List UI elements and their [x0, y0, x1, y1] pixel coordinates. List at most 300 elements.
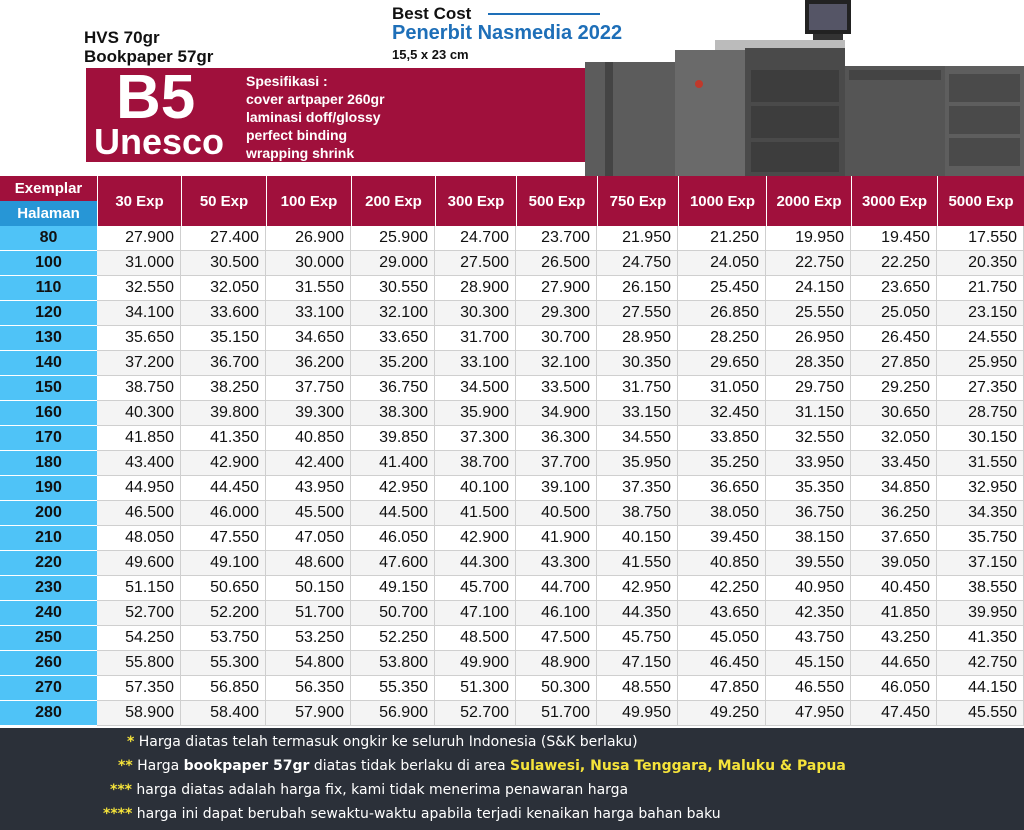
price-cell: 30.350 [597, 351, 678, 376]
column-header: 200 Exp [351, 176, 435, 226]
price-cell: 34.350 [937, 501, 1024, 526]
price-cell: 41.850 [851, 601, 937, 626]
price-cell: 39.950 [937, 601, 1024, 626]
price-cell: 43.250 [851, 626, 937, 651]
price-cell: 51.150 [97, 576, 181, 601]
price-cell: 45.150 [766, 651, 851, 676]
price-cell: 23.150 [937, 301, 1024, 326]
price-cell: 33.600 [181, 301, 266, 326]
table-row [0, 626, 1024, 651]
row-label-pages: 210 [0, 526, 97, 551]
price-cell: 36.750 [766, 501, 851, 526]
price-cell: 30.650 [851, 401, 937, 426]
price-cell: 40.450 [851, 576, 937, 601]
row-label-pages: 230 [0, 576, 97, 601]
price-cell: 42.900 [435, 526, 516, 551]
table-row [0, 651, 1024, 676]
price-cell: 44.650 [851, 651, 937, 676]
price-cell: 37.700 [516, 451, 597, 476]
price-cell: 31.050 [678, 376, 766, 401]
price-cell: 30.150 [937, 426, 1024, 451]
price-cell: 35.150 [181, 326, 266, 351]
price-cell: 41.400 [351, 451, 435, 476]
row-label-pages: 170 [0, 426, 97, 451]
price-cell: 29.250 [851, 376, 937, 401]
price-cell: 25.450 [678, 276, 766, 301]
price-cell: 46.550 [766, 676, 851, 701]
price-cell: 24.550 [937, 326, 1024, 351]
paper-spec [84, 28, 213, 66]
price-cell: 47.600 [351, 551, 435, 576]
price-cell: 46.050 [351, 526, 435, 551]
price-cell: 37.350 [597, 476, 678, 501]
price-cell: 30.500 [181, 251, 266, 276]
price-table [0, 176, 1024, 726]
price-cell: 26.500 [516, 251, 597, 276]
price-cell: 17.550 [937, 226, 1024, 251]
price-cell: 26.450 [851, 326, 937, 351]
price-cell: 27.850 [851, 351, 937, 376]
table-row [0, 701, 1024, 726]
table-row [0, 326, 1024, 351]
price-cell: 50.300 [516, 676, 597, 701]
price-cell: 45.700 [435, 576, 516, 601]
price-cell: 56.350 [266, 676, 351, 701]
price-cell: 58.900 [97, 701, 181, 726]
price-cell: 47.500 [516, 626, 597, 651]
price-cell: 43.750 [766, 626, 851, 651]
price-cell: 38.050 [678, 501, 766, 526]
price-cell: 47.050 [266, 526, 351, 551]
price-cell: 30.300 [435, 301, 516, 326]
price-cell: 35.350 [766, 476, 851, 501]
price-cell: 32.950 [937, 476, 1024, 501]
table-row [0, 526, 1024, 551]
price-cell: 26.850 [678, 301, 766, 326]
price-cell: 31.550 [937, 451, 1024, 476]
table-header-row [0, 176, 1024, 226]
price-cell: 38.250 [181, 376, 266, 401]
price-cell: 31.150 [766, 401, 851, 426]
table-row [0, 451, 1024, 476]
price-cell: 46.050 [851, 676, 937, 701]
column-header: 750 Exp [597, 176, 678, 226]
price-cell: 43.650 [678, 601, 766, 626]
price-cell: 34.550 [597, 426, 678, 451]
row-label-pages: 260 [0, 651, 97, 676]
price-cell: 33.100 [435, 351, 516, 376]
footnote-2 [118, 758, 846, 774]
price-cell: 47.100 [435, 601, 516, 626]
price-cell: 43.400 [97, 451, 181, 476]
price-cell: 23.650 [851, 276, 937, 301]
price-cell: 48.550 [597, 676, 678, 701]
price-cell: 53.750 [181, 626, 266, 651]
footnote-text: harga ini dapat berubah sewaktu-waktu apabila terjadi kenaikan harga bahan baku [132, 806, 721, 822]
price-cell: 39.550 [766, 551, 851, 576]
table-row [0, 551, 1024, 576]
price-cell: 44.150 [937, 676, 1024, 701]
price-cell: 47.150 [597, 651, 678, 676]
price-cell: 51.300 [435, 676, 516, 701]
price-cell: 40.100 [435, 476, 516, 501]
corner-halaman: Halaman [0, 201, 97, 226]
price-cell: 52.250 [351, 626, 435, 651]
price-cell: 39.050 [851, 551, 937, 576]
footnote-stars: *** [110, 782, 132, 798]
price-cell: 46.100 [516, 601, 597, 626]
footnote-stars: **** [103, 806, 133, 822]
price-cell: 24.700 [435, 226, 516, 251]
price-cell: 39.100 [516, 476, 597, 501]
price-cell: 56.850 [181, 676, 266, 701]
price-cell: 50.700 [351, 601, 435, 626]
price-cell: 39.450 [678, 526, 766, 551]
price-cell: 40.500 [516, 501, 597, 526]
price-cell: 25.950 [937, 351, 1024, 376]
price-cell: 21.950 [597, 226, 678, 251]
price-cell: 29.300 [516, 301, 597, 326]
spec-item: perfect binding [246, 127, 348, 143]
best-cost-label: Best Cost [392, 4, 472, 23]
footnote-3 [110, 782, 628, 798]
price-cell: 33.150 [597, 401, 678, 426]
corner-exemplar: Exemplar [0, 176, 97, 201]
price-cell: 24.750 [597, 251, 678, 276]
price-cell: 35.750 [937, 526, 1024, 551]
row-label-pages: 200 [0, 501, 97, 526]
price-cell: 29.650 [678, 351, 766, 376]
price-cell: 40.950 [766, 576, 851, 601]
price-cell: 32.050 [851, 426, 937, 451]
footnote-text: diatas tidak berlaku di area [309, 758, 511, 774]
price-cell: 51.700 [516, 701, 597, 726]
variant-title: Unesco [94, 121, 225, 162]
price-cell: 40.150 [597, 526, 678, 551]
price-cell: 52.700 [97, 601, 181, 626]
price-cell: 40.300 [97, 401, 181, 426]
column-header: 30 Exp [97, 176, 181, 226]
price-cell: 30.700 [516, 326, 597, 351]
printer-illustration-icon [565, 0, 1024, 176]
price-cell: 36.300 [516, 426, 597, 451]
row-label-pages: 100 [0, 251, 97, 276]
price-cell: 45.550 [937, 701, 1024, 726]
price-cell: 35.200 [351, 351, 435, 376]
price-cell: 32.550 [97, 276, 181, 301]
price-cell: 45.050 [678, 626, 766, 651]
price-cell: 31.750 [597, 376, 678, 401]
price-cell: 35.950 [597, 451, 678, 476]
price-cell: 50.150 [266, 576, 351, 601]
price-cell: 54.800 [266, 651, 351, 676]
spec-heading: Spesifikasi : [246, 73, 328, 89]
price-cell: 53.250 [266, 626, 351, 651]
price-cell: 42.250 [678, 576, 766, 601]
price-cell: 47.850 [678, 676, 766, 701]
price-cell: 21.750 [937, 276, 1024, 301]
spec-item: laminasi doff/glossy [246, 109, 381, 125]
price-cell: 58.400 [181, 701, 266, 726]
price-cell: 48.050 [97, 526, 181, 551]
price-cell: 49.250 [678, 701, 766, 726]
price-cell: 30.000 [266, 251, 351, 276]
price-cell: 25.050 [851, 301, 937, 326]
price-cell: 37.750 [266, 376, 351, 401]
price-cell: 38.750 [597, 501, 678, 526]
price-cell: 24.050 [678, 251, 766, 276]
row-label-pages: 240 [0, 601, 97, 626]
price-cell: 55.800 [97, 651, 181, 676]
price-cell: 44.450 [181, 476, 266, 501]
column-header: 2000 Exp [766, 176, 851, 226]
format-title: B5 [116, 63, 196, 132]
row-label-pages: 250 [0, 626, 97, 651]
book-size: 15,5 x 23 cm [392, 47, 469, 62]
price-cell: 52.700 [435, 701, 516, 726]
spec-item: wrapping shrink [246, 145, 355, 161]
row-label-pages: 150 [0, 376, 97, 401]
price-cell: 24.150 [766, 276, 851, 301]
price-cell: 40.850 [678, 551, 766, 576]
price-cell: 49.150 [351, 576, 435, 601]
price-cell: 34.500 [435, 376, 516, 401]
table-row [0, 426, 1024, 451]
price-cell: 36.200 [266, 351, 351, 376]
price-cell: 33.450 [851, 451, 937, 476]
price-cell: 27.400 [181, 226, 266, 251]
price-cell: 35.250 [678, 451, 766, 476]
table-row [0, 401, 1024, 426]
price-cell: 55.300 [181, 651, 266, 676]
price-cell: 43.300 [516, 551, 597, 576]
price-cell: 47.450 [851, 701, 937, 726]
price-cell: 52.200 [181, 601, 266, 626]
price-cell: 33.100 [266, 301, 351, 326]
row-label-pages: 110 [0, 276, 97, 301]
table-row [0, 576, 1024, 601]
price-cell: 38.750 [97, 376, 181, 401]
paper-line-hvs: HVS 70gr [84, 28, 160, 47]
column-header: 5000 Exp [937, 176, 1024, 226]
price-cell: 38.550 [937, 576, 1024, 601]
price-cell: 35.650 [97, 326, 181, 351]
price-cell: 21.250 [678, 226, 766, 251]
price-cell: 37.200 [97, 351, 181, 376]
price-cell: 33.650 [351, 326, 435, 351]
row-label-pages: 160 [0, 401, 97, 426]
price-cell: 45.500 [266, 501, 351, 526]
price-cell: 27.900 [516, 276, 597, 301]
price-cell: 38.150 [766, 526, 851, 551]
price-cell: 26.900 [266, 226, 351, 251]
price-cell: 48.900 [516, 651, 597, 676]
price-cell: 29.750 [766, 376, 851, 401]
price-cell: 33.950 [766, 451, 851, 476]
price-cell: 32.100 [351, 301, 435, 326]
price-cell: 36.700 [181, 351, 266, 376]
price-cell: 41.900 [516, 526, 597, 551]
price-cell: 44.950 [97, 476, 181, 501]
column-header: 50 Exp [181, 176, 266, 226]
price-cell: 34.850 [851, 476, 937, 501]
price-cell: 31.700 [435, 326, 516, 351]
footnote-stars: * [127, 734, 135, 750]
column-header: 500 Exp [516, 176, 597, 226]
price-cell: 41.350 [181, 426, 266, 451]
table-row [0, 676, 1024, 701]
header [0, 0, 1024, 176]
price-cell: 28.950 [597, 326, 678, 351]
price-cell: 50.650 [181, 576, 266, 601]
price-cell: 34.900 [516, 401, 597, 426]
price-cell: 42.950 [597, 576, 678, 601]
price-cell: 22.250 [851, 251, 937, 276]
table-row [0, 501, 1024, 526]
table-row [0, 476, 1024, 501]
price-cell: 35.900 [435, 401, 516, 426]
price-cell: 36.250 [851, 501, 937, 526]
price-cell: 28.250 [678, 326, 766, 351]
row-label-pages: 180 [0, 451, 97, 476]
publisher-title: Penerbit Nasmedia 2022 [392, 22, 623, 44]
price-cell: 28.900 [435, 276, 516, 301]
table-row [0, 226, 1024, 251]
price-cell: 42.900 [181, 451, 266, 476]
price-cell: 47.550 [181, 526, 266, 551]
price-cell: 20.350 [937, 251, 1024, 276]
paper-line-bookpaper: Bookpaper 57gr [84, 47, 214, 66]
table-row [0, 351, 1024, 376]
table-row [0, 301, 1024, 326]
price-cell: 25.550 [766, 301, 851, 326]
spec-list [246, 72, 385, 162]
table-row [0, 251, 1024, 276]
column-header: 300 Exp [435, 176, 516, 226]
price-cell: 30.550 [351, 276, 435, 301]
footnote-4 [103, 806, 721, 822]
price-cell: 45.750 [597, 626, 678, 651]
price-cell: 49.900 [435, 651, 516, 676]
price-cell: 49.600 [97, 551, 181, 576]
price-cell: 38.300 [351, 401, 435, 426]
row-label-pages: 140 [0, 351, 97, 376]
row-label-pages: 280 [0, 701, 97, 726]
price-cell: 37.300 [435, 426, 516, 451]
row-label-pages: 130 [0, 326, 97, 351]
column-header: 1000 Exp [678, 176, 766, 226]
price-cell: 39.800 [181, 401, 266, 426]
price-cell: 33.850 [678, 426, 766, 451]
price-cell: 46.000 [181, 501, 266, 526]
footnote-highlight: Sulawesi, Nusa Tenggara, Maluku & Papua [510, 758, 846, 774]
price-cell: 48.600 [266, 551, 351, 576]
column-header: 100 Exp [266, 176, 351, 226]
price-cell: 27.350 [937, 376, 1024, 401]
price-cell: 29.000 [351, 251, 435, 276]
table-corner [0, 176, 97, 226]
price-cell: 23.700 [516, 226, 597, 251]
price-cell: 43.950 [266, 476, 351, 501]
price-cell: 49.950 [597, 701, 678, 726]
price-cell: 26.150 [597, 276, 678, 301]
price-cell: 44.300 [435, 551, 516, 576]
price-cell: 51.700 [266, 601, 351, 626]
price-cell: 47.950 [766, 701, 851, 726]
price-cell: 37.650 [851, 526, 937, 551]
price-cell: 40.850 [266, 426, 351, 451]
row-label-pages: 270 [0, 676, 97, 701]
footnote-text: Harga [132, 758, 184, 774]
price-cell: 42.950 [351, 476, 435, 501]
price-cell: 34.650 [266, 326, 351, 351]
price-cell: 48.500 [435, 626, 516, 651]
price-cell: 44.700 [516, 576, 597, 601]
price-cell: 41.850 [97, 426, 181, 451]
price-cell: 41.500 [435, 501, 516, 526]
price-cell: 36.650 [678, 476, 766, 501]
price-cell: 42.400 [266, 451, 351, 476]
row-label-pages: 190 [0, 476, 97, 501]
price-cell: 27.500 [435, 251, 516, 276]
price-cell: 32.100 [516, 351, 597, 376]
price-cell: 56.900 [351, 701, 435, 726]
price-cell: 36.750 [351, 376, 435, 401]
price-cell: 46.450 [678, 651, 766, 676]
price-cell: 19.450 [851, 226, 937, 251]
price-cell: 42.350 [766, 601, 851, 626]
price-cell: 41.550 [597, 551, 678, 576]
product-banner [86, 63, 648, 162]
footer-notes [0, 728, 1024, 830]
price-cell: 57.900 [266, 701, 351, 726]
price-cell: 31.550 [266, 276, 351, 301]
price-cell: 34.100 [97, 301, 181, 326]
price-cell: 38.700 [435, 451, 516, 476]
footnote-bold: bookpaper 57gr [183, 758, 310, 774]
table-row [0, 376, 1024, 401]
price-cell: 33.500 [516, 376, 597, 401]
price-cell: 22.750 [766, 251, 851, 276]
price-cell: 42.750 [937, 651, 1024, 676]
price-cell: 32.050 [181, 276, 266, 301]
price-cell: 26.950 [766, 326, 851, 351]
price-cell: 37.150 [937, 551, 1024, 576]
price-cell: 28.350 [766, 351, 851, 376]
price-cell: 53.800 [351, 651, 435, 676]
price-cell: 54.250 [97, 626, 181, 651]
price-cell: 44.500 [351, 501, 435, 526]
spec-item: cover artpaper 260gr [246, 91, 385, 107]
price-cell: 46.500 [97, 501, 181, 526]
price-cell: 31.000 [97, 251, 181, 276]
price-cell: 44.350 [597, 601, 678, 626]
table-row [0, 601, 1024, 626]
price-cell: 41.350 [937, 626, 1024, 651]
row-label-pages: 80 [0, 226, 97, 251]
price-cell: 32.450 [678, 401, 766, 426]
price-cell: 28.750 [937, 401, 1024, 426]
price-cell: 39.850 [351, 426, 435, 451]
table-row [0, 276, 1024, 301]
price-cell: 27.900 [97, 226, 181, 251]
price-cell: 39.300 [266, 401, 351, 426]
price-cell: 49.100 [181, 551, 266, 576]
footnote-1 [127, 734, 638, 750]
price-cell: 19.950 [766, 226, 851, 251]
price-cell: 55.350 [351, 676, 435, 701]
price-cell: 32.550 [766, 426, 851, 451]
